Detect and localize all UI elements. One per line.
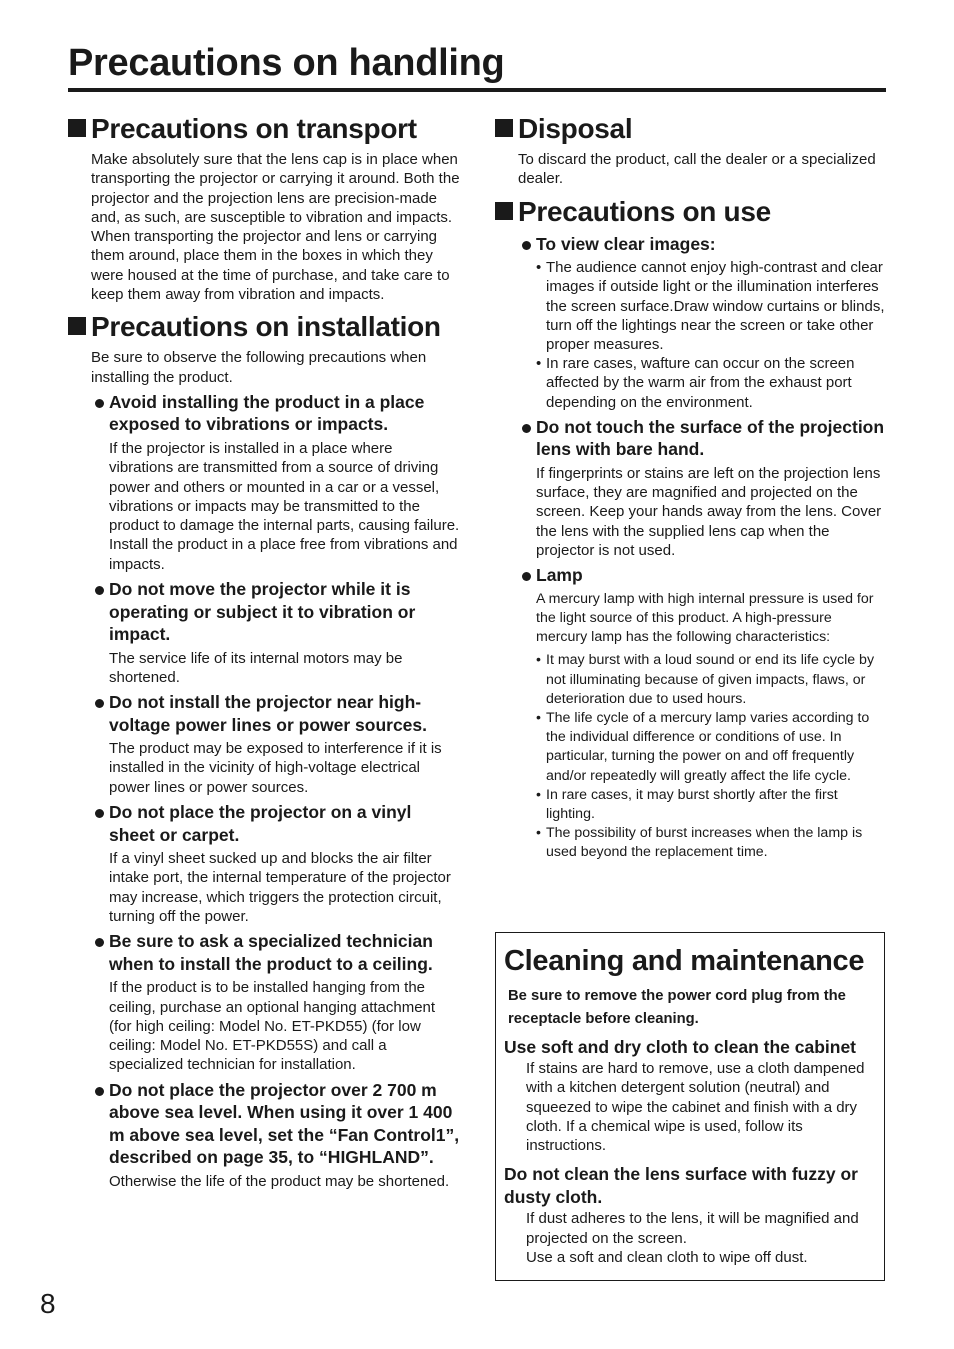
list-item-text: It may burst with a loud sound or end its life cycle by not illuminating because of given impacts, flaws, or deterioration due to used hours. xyxy=(546,652,875,707)
list-item xyxy=(536,824,885,862)
cleaning-heading: Cleaning and maintenance xyxy=(504,945,865,977)
square-icon xyxy=(68,119,86,137)
installation-item-title xyxy=(91,1079,460,1169)
installation-item-body: The product may be exposed to interference if it is installed in the vicinity of high-voltage electrical power lines or power sources. xyxy=(109,740,442,796)
installation-item-body: The service life of its internal motors may be shortened. xyxy=(109,649,403,686)
cabinet-cleaning-body: If stains are hard to remove, use a cloth dampened with a kitchen detergent solution (neutral) and squeezed to wipe the cabinet and finish with a dry cloth. If a chemical wipe is used, follow its instructions. xyxy=(526,1060,865,1155)
lens-touch-title xyxy=(518,416,885,461)
lens-cleaning-body: If dust adheres to the lens, it will be magnified and projected on the screen. xyxy=(526,1210,859,1247)
dot-icon: • xyxy=(536,652,541,669)
installation-item-title xyxy=(91,391,460,436)
page-number: 8 xyxy=(40,1288,56,1319)
cabinet-cleaning-title: Use soft and dry cloth to clean the cabinet xyxy=(504,1037,857,1057)
dot-icon: • xyxy=(536,825,541,842)
installation-heading xyxy=(68,310,460,344)
installation-item xyxy=(91,391,460,574)
item-title-text: Do not touch the surface of the projection lens with bare hand. xyxy=(536,416,885,460)
lamp-list xyxy=(536,651,885,862)
installation-item xyxy=(91,801,460,926)
installation-item-title xyxy=(91,578,460,646)
clear-images-title xyxy=(518,233,885,256)
lens-touch-item xyxy=(518,416,885,560)
clear-images-item xyxy=(518,233,885,412)
installation-item xyxy=(91,578,460,687)
square-icon xyxy=(495,202,513,220)
transport-body: Make absolutely sure that the lens cap is in place when transporting the projector or carrying it around. Both the projector and the projection lens are precision-made and, as such, are susceptible to vibration and impacts. When transporting the projector and lens or carrying them around, place them in the boxes in which they were housed at the time of purchase, and take care to keep them away from vibration and impacts. xyxy=(91,151,460,304)
installation-item-body: If the product is to be installed hanging from the ceiling, purchase an optional hanging attachment (for high ceiling: Model No. ET-PKD55) (for low ceiling: Model No. ET-PKD55S) and call a specialized technician for installation. xyxy=(109,979,436,1074)
installation-item-title xyxy=(91,930,460,975)
item-title-text: Do not move the projector while it is operating or subject it to vibration or impact. xyxy=(109,579,416,645)
clear-images-list xyxy=(536,258,885,412)
lens-touch-body: If fingerprints or stains are left on the projection lens surface, they are magnified and projected on the screen. Keep your hands away from the lens. Cover the lens with the supplied lens cap when the projector is not used. xyxy=(536,464,882,559)
item-title-text: Be sure to ask a specialized technician when to install the product to a ceiling. xyxy=(109,931,433,974)
dot-icon: • xyxy=(536,259,542,277)
installation-item-title xyxy=(91,801,460,846)
use-heading-text: Precautions on use xyxy=(518,195,771,227)
item-title-text: Do not install the projector near high-voltage power lines or power sources. xyxy=(109,692,428,735)
use-heading xyxy=(495,195,885,229)
square-icon xyxy=(68,317,86,335)
dot-icon: • xyxy=(536,786,541,803)
bullet-icon xyxy=(95,809,104,818)
right-column xyxy=(495,112,885,867)
installation-section xyxy=(68,310,460,1191)
installation-item xyxy=(91,1079,460,1191)
cleaning-box xyxy=(495,932,885,1281)
item-title-text: Avoid installing the product in a place exposed to vibrations or impacts. xyxy=(109,391,425,435)
list-item xyxy=(536,651,885,709)
installation-item-body: If a vinyl sheet sucked up and blocks the air filter intake port, the internal temperature of the projector may increase, which triggers the protection circuit, turning off the power. xyxy=(109,850,451,925)
square-icon xyxy=(495,119,513,137)
transport-heading-text: Precautions on transport xyxy=(91,113,417,144)
bullet-icon xyxy=(95,938,104,947)
list-item-text: The possibility of burst increases when the lamp is used beyond the replacement time. xyxy=(546,825,863,861)
transport-heading xyxy=(68,112,460,146)
installation-item-body: Otherwise the life of the product may be shortened. xyxy=(109,1172,450,1190)
lamp-intro: A mercury lamp with high internal pressure is used for the light source of this product. A high-pressure mercury lamp has the following characteristics: xyxy=(536,590,874,646)
lens-cleaning-title: Do not clean the lens surface with fuzzy or dusty cloth. xyxy=(504,1164,858,1208)
lamp-item xyxy=(518,564,885,862)
item-title-text: To view clear images: xyxy=(536,233,716,254)
list-item xyxy=(536,258,885,354)
bullet-icon xyxy=(95,399,104,408)
bullet-icon xyxy=(95,699,104,708)
bullet-icon xyxy=(95,1087,104,1096)
item-title-text: Lamp xyxy=(536,565,583,586)
installation-heading-text: Precautions on installation xyxy=(91,311,441,343)
cleaning-warning: Be sure to remove the power cord plug from the receptacle before cleaning. xyxy=(508,988,846,1027)
bullet-icon xyxy=(522,572,531,581)
list-item xyxy=(536,786,885,824)
list-item-text: The audience cannot enjoy high-contrast and clear images if outside light or the illumination interferes the screen surface.Draw window curtains or blinds, turn off the lightings near the screen or take other proper measures. xyxy=(546,259,885,353)
bullet-icon xyxy=(522,241,531,250)
list-item xyxy=(536,354,885,412)
bullet-icon xyxy=(522,424,531,433)
list-item xyxy=(536,709,885,786)
list-item-text: In rare cases, it may burst shortly after the first lighting. xyxy=(546,786,838,822)
installation-item-body: If the projector is installed in a place where vibrations are transmitted from a source of driving power and others or mounted in a car or a vessel, vibrations or impacts may be transmitted to the product to damage the internal parts, causing failure. Install the product in a place free from vibrations and impacts. xyxy=(109,439,460,573)
list-item-text: In rare cases, wafture can occur on the screen affected by the warm air from the exhaust port depending on the environment. xyxy=(546,355,855,411)
dot-icon: • xyxy=(536,709,541,726)
page-title: Precautions on handling xyxy=(68,40,886,92)
transport-section xyxy=(68,112,460,304)
bullet-icon xyxy=(95,586,104,595)
lens-cleaning-body-2: Use a soft and clean cloth to wipe off dust. xyxy=(526,1249,808,1267)
left-column xyxy=(68,112,460,1195)
installation-item xyxy=(91,691,460,797)
installation-intro: Be sure to observe the following precautions when installing the product. xyxy=(91,349,427,386)
dot-icon: • xyxy=(536,355,542,373)
disposal-body: To discard the product, call the dealer or a specialized dealer. xyxy=(518,151,876,188)
disposal-heading xyxy=(495,112,885,146)
use-section xyxy=(495,195,885,863)
item-title-text: Do not place the projector over 2 700 m above sea level. When using it over 1 400 m above sea level, set the “Fan Control1”, described on page 35, to “HIGHLAND”. xyxy=(109,1079,460,1168)
list-item-text: The life cycle of a mercury lamp varies according to the individual difference or conditions of use. In particular, turning the power on and off frequently and/or repeatedly will greatly affect the life cycle. xyxy=(546,709,870,784)
lamp-title xyxy=(518,564,885,587)
disposal-section xyxy=(495,112,885,189)
item-title-text: Do not place the projector on a vinyl sheet or carpet. xyxy=(109,802,412,845)
installation-item xyxy=(91,930,460,1074)
installation-item-title xyxy=(91,691,460,736)
disposal-heading-text: Disposal xyxy=(518,113,633,144)
